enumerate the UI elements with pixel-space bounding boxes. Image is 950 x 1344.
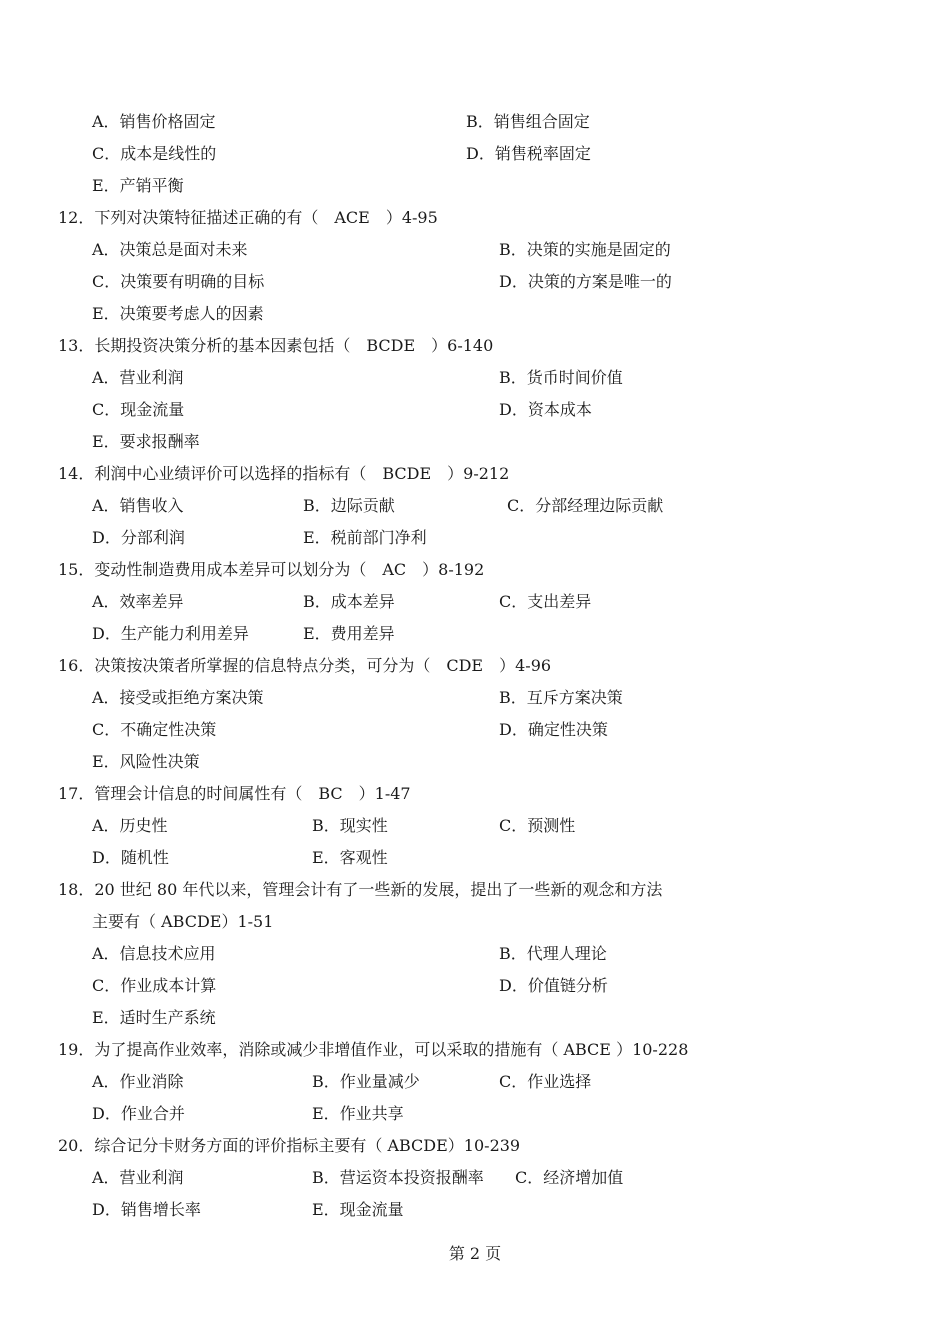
q13-option-d: D．资本成本 xyxy=(499,400,592,419)
q15-option-c: C．支出差异 xyxy=(499,592,592,611)
q15-stem: 15．变动性制造费用成本差异可以划分为（ AC ）8-192 xyxy=(58,560,485,579)
q11-option-b: B．销售组合固定 xyxy=(466,112,590,131)
q18-stem-line2: 主要有（ ABCDE）1-51 xyxy=(92,912,274,931)
q20-stem: 20．综合记分卡财务方面的评价指标主要有（ ABCDE）10-239 xyxy=(58,1136,521,1155)
q19-stem: 19．为了提高作业效率，消除或减少非增值作业，可以采取的措施有（ ABCE ）10-228 xyxy=(58,1040,689,1059)
q11-option-a: A．销售价格固定 xyxy=(92,112,216,131)
q13-option-a: A．营业利润 xyxy=(92,368,184,387)
q17-stem: 17．管理会计信息的时间属性有（ BC ）1-47 xyxy=(58,784,411,803)
q18-option-a: A．信息技术应用 xyxy=(92,944,216,963)
q18-option-e: E．适时生产系统 xyxy=(92,1008,216,1027)
q12-option-c: C．决策要有明确的目标 xyxy=(92,272,265,291)
q13-option-b: B．货币时间价值 xyxy=(499,368,623,387)
q18-option-d: D．价值链分析 xyxy=(499,976,608,995)
q16-stem: 16．决策按决策者所掌握的信息特点分类，可分为（ CDE ）4-96 xyxy=(58,656,552,675)
q20-option-d: D．销售增长率 xyxy=(92,1200,201,1219)
q13-option-c: C．现金流量 xyxy=(92,400,185,419)
q14-option-c: C．分部经理边际贡献 xyxy=(507,496,664,515)
q14-option-b: B．边际贡献 xyxy=(303,496,395,515)
q19-option-b: B．作业量减少 xyxy=(312,1072,420,1091)
q12-option-e: E．决策要考虑人的因素 xyxy=(92,304,264,323)
q20-option-a: A．营业利润 xyxy=(92,1168,184,1187)
q19-option-d: D．作业合并 xyxy=(92,1104,185,1123)
q18-stem-line1: 18．20 世纪 80 年代以来，管理会计有了一些新的发展，提出了一些新的观念和方法 xyxy=(58,880,663,899)
q12-stem: 12．下列对决策特征描述正确的有（ ACE ）4-95 xyxy=(58,208,438,227)
q15-option-e: E．费用差异 xyxy=(303,624,395,643)
q19-option-c: C．作业选择 xyxy=(499,1072,592,1091)
q19-option-a: A．作业消除 xyxy=(92,1072,184,1091)
page-number: 第 2 页 xyxy=(448,1244,502,1263)
q18-option-c: C．作业成本计算 xyxy=(92,976,217,995)
q12-option-d: D．决策的方案是唯一的 xyxy=(499,272,672,291)
q14-option-a: A．销售收入 xyxy=(92,496,184,515)
q20-option-e: E．现金流量 xyxy=(312,1200,404,1219)
q16-option-b: B．互斥方案决策 xyxy=(499,688,623,707)
q16-option-a: A．接受或拒绝方案决策 xyxy=(92,688,264,707)
q13-stem: 13．长期投资决策分析的基本因素包括（ BCDE ）6-140 xyxy=(58,336,494,355)
q14-option-e: E．税前部门净利 xyxy=(303,528,427,547)
q17-option-d: D．随机性 xyxy=(92,848,169,867)
q17-option-b: B．现实性 xyxy=(312,816,388,835)
q11-option-d: D．销售税率固定 xyxy=(466,144,591,163)
q11-option-c: C．成本是线性的 xyxy=(92,144,217,163)
q15-option-a: A．效率差异 xyxy=(92,592,184,611)
q15-option-d: D．生产能力利用差异 xyxy=(92,624,249,643)
q13-option-e: E．要求报酬率 xyxy=(92,432,200,451)
q16-option-e: E．风险性决策 xyxy=(92,752,200,771)
q17-option-c: C．预测性 xyxy=(499,816,576,835)
q14-option-d: D．分部利润 xyxy=(92,528,185,547)
q14-stem: 14．利润中心业绩评价可以选择的指标有（ BCDE ）9-212 xyxy=(58,464,510,483)
q18-option-b: B．代理人理论 xyxy=(499,944,607,963)
q20-option-c: C．经济增加值 xyxy=(515,1168,624,1187)
q11-option-e: E．产销平衡 xyxy=(92,176,184,195)
q16-option-d: D．确定性决策 xyxy=(499,720,608,739)
q12-option-a: A．决策总是面对未来 xyxy=(92,240,248,259)
q17-option-e: E．客观性 xyxy=(312,848,388,867)
q17-option-a: A．历史性 xyxy=(92,816,168,835)
q15-option-b: B．成本差异 xyxy=(303,592,395,611)
q20-option-b: B．营运资本投资报酬率 xyxy=(312,1168,484,1187)
q16-option-c: C．不确定性决策 xyxy=(92,720,217,739)
q12-option-b: B．决策的实施是固定的 xyxy=(499,240,671,259)
q19-option-e: E．作业共享 xyxy=(312,1104,404,1123)
